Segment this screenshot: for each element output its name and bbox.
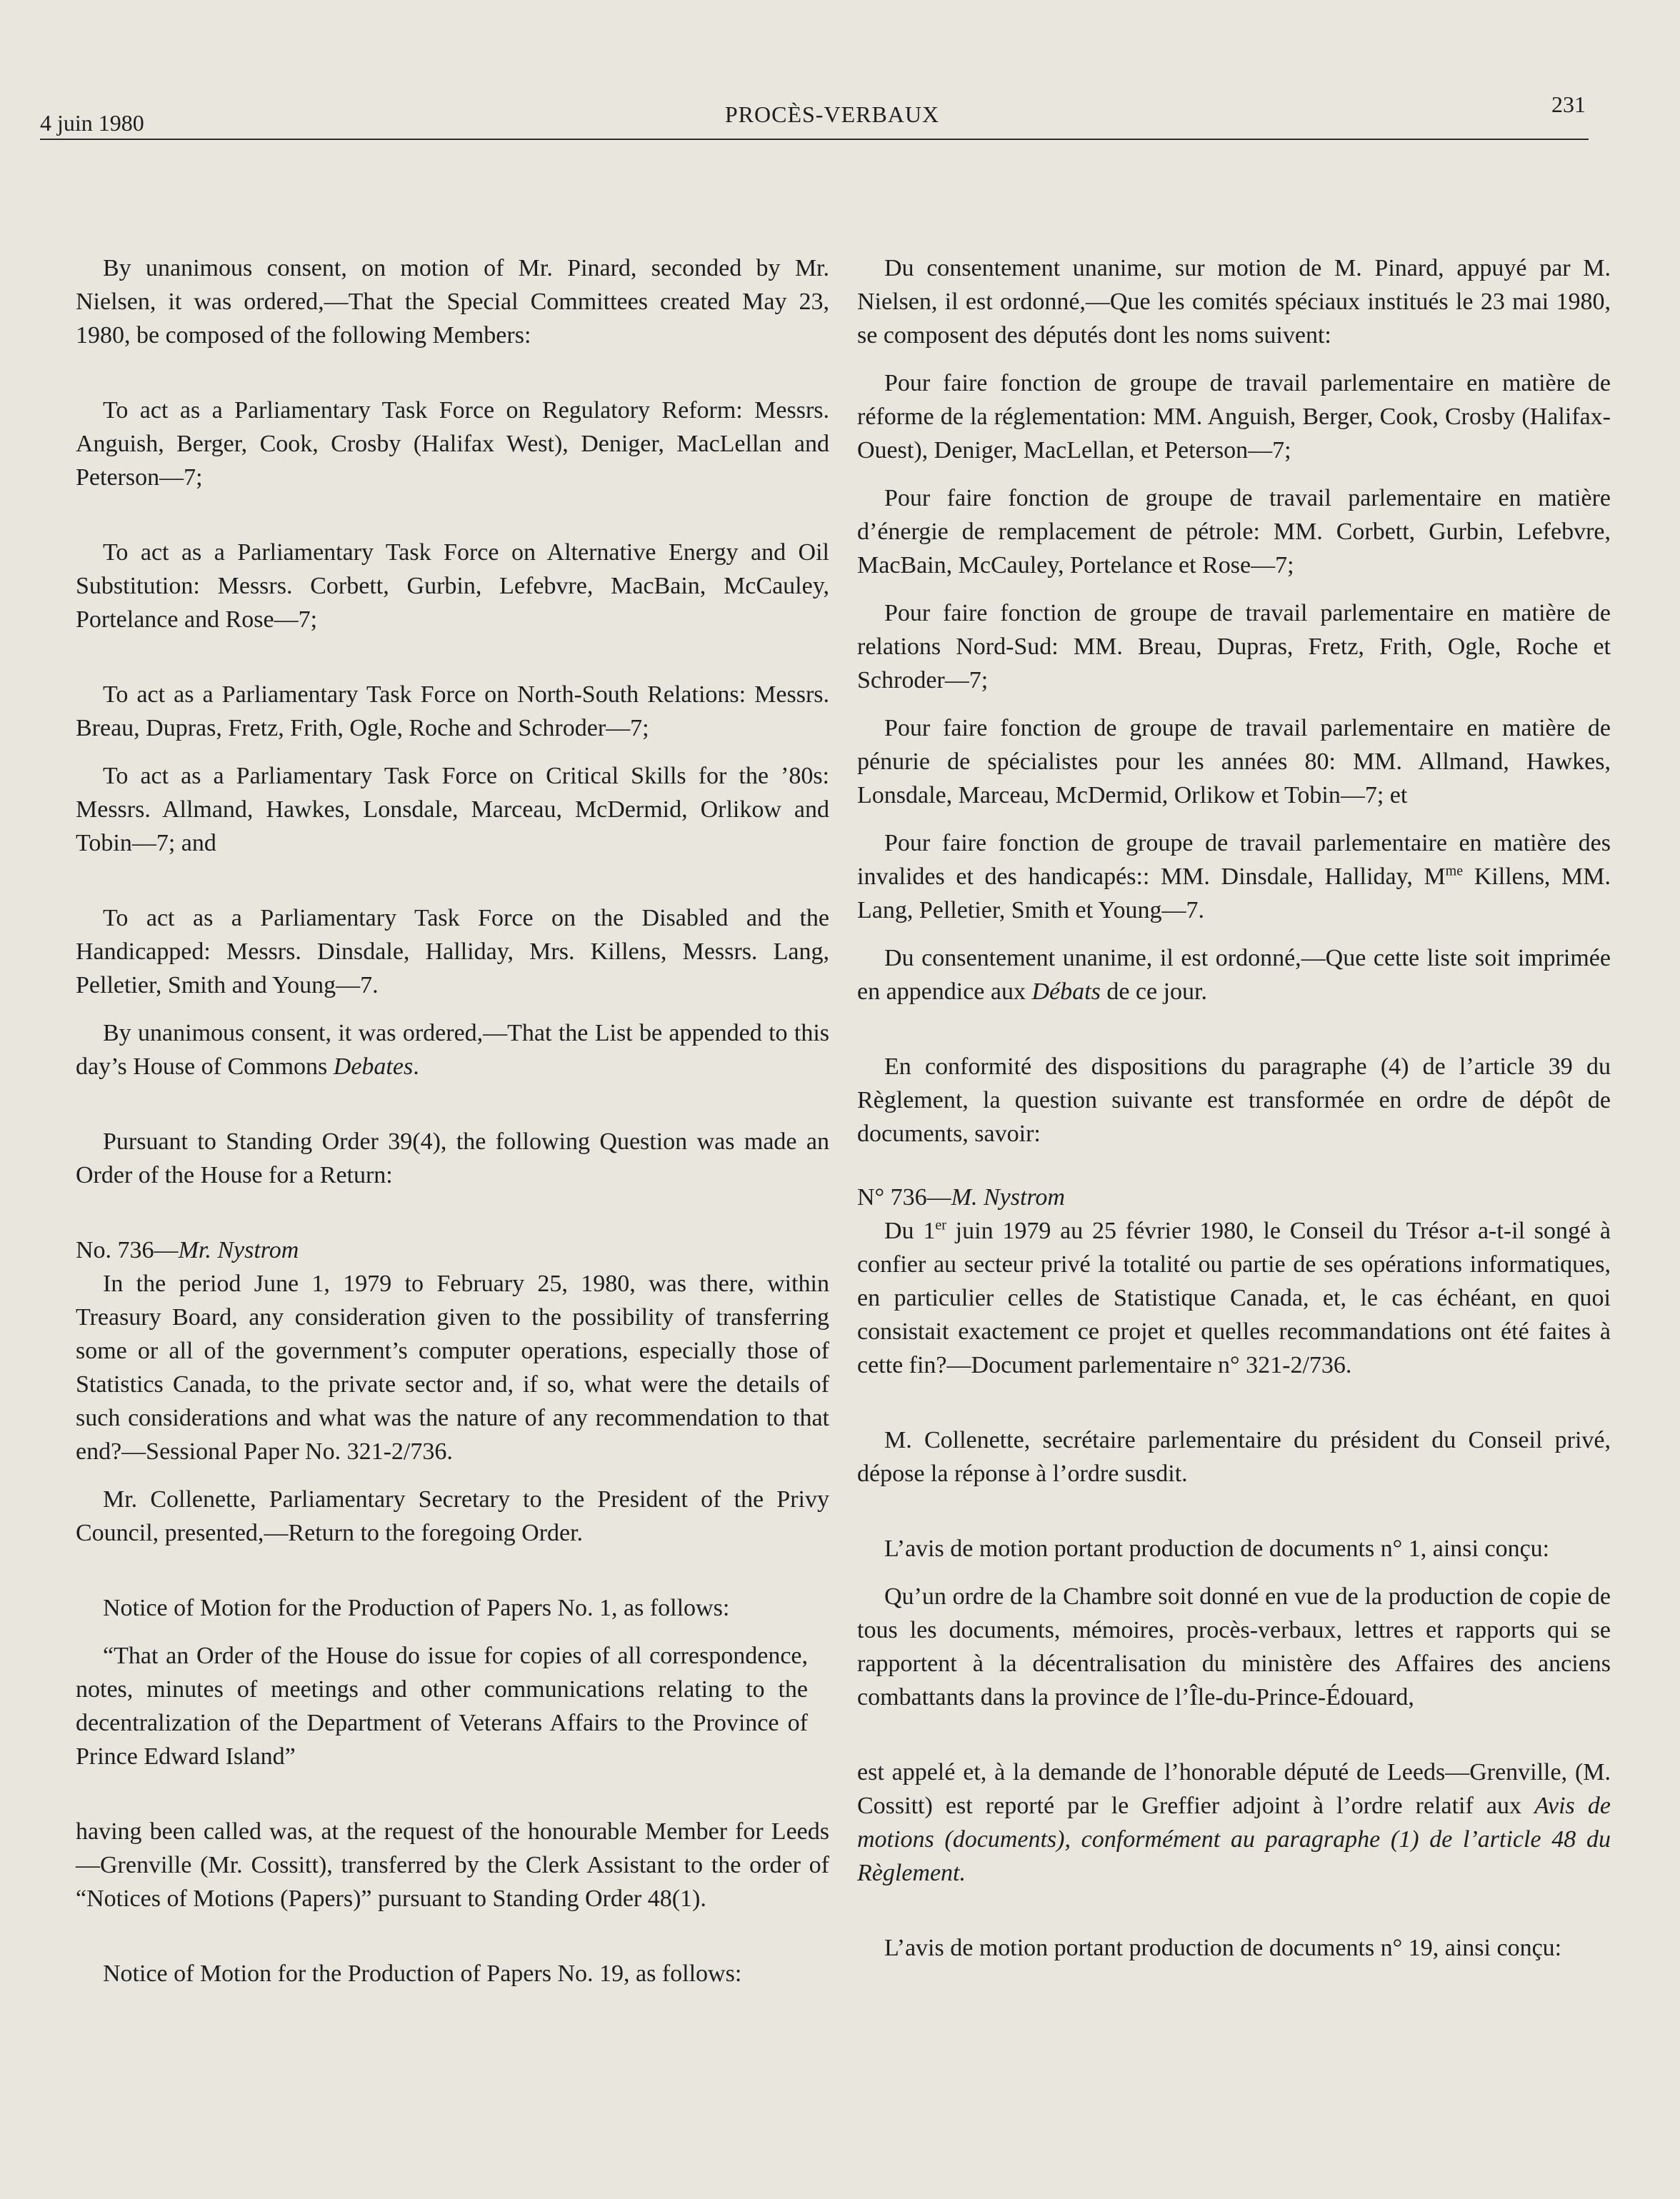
debats-italic: Débats xyxy=(1031,978,1101,1005)
paragraph-north-south: To act as a Parliamentary Task Force on North-South Relations: Messrs. Breau, Dupras, Fretz, Frith, Ogle, Roche and Schroder—7; xyxy=(76,681,829,741)
avis-motions-italic: Avis de motions (documents), conformément au paragraphe (1) de l’article 48 du Règlement. xyxy=(857,1793,1611,1886)
paragraphe-liste-imprimee: Du consentement unanime, il est ordonné,—Que cette liste soit imprimée en appendice aux Débats de ce jour. xyxy=(857,945,1611,1005)
question-heading: No. 736—Mr. Nystrom xyxy=(76,1237,299,1263)
question-member: Mr. Nystrom xyxy=(178,1237,299,1263)
page-title: PROCÈS-VERBAUX xyxy=(724,101,940,127)
paragraph-standing-order: Pursuant to Standing Order 39(4), the following Question was made an Order of the House for a Return: xyxy=(76,1128,829,1188)
paragraph-collenette: Mr. Collenette, Parliamentary Secretary to the President of the Privy Council, presented,—Return to the foregoing Order. xyxy=(76,1486,829,1546)
paragraph-list-appended: By unanimous consent, it was ordered,—That the List be appended to this day’s House of Commons Debates. xyxy=(76,1020,829,1080)
paragraph-critical-skills: To act as a Parliamentary Task Force on Critical Skills for the ’80s: Messrs. Allmand, Hawkes, Lonsdale, Marceau, McDermid, Orlikow and Tobin—7; and xyxy=(76,763,829,856)
paragraphe-reglement: En conformité des dispositions du paragraphe (4) de l’article 39 du Règlement, la question suivante est transformée en ordre de dépôt de documents, savoir: xyxy=(857,1053,1611,1147)
paragraphe-nord-sud: Pour faire fonction de groupe de travail parlementaire en matière de relations Nord-Sud: MM. Breau, Dupras, Fretz, Frith, Ogle, Roche et Schroder—7; xyxy=(857,600,1611,693)
paragraphe-avis-motion-19: L’avis de motion portant production de documents n° 19, ainsi conçu: xyxy=(884,1935,1562,1961)
paragraphe-invalides: Pour faire fonction de groupe de travail parlementaire en matière des invalides et des handicapés:: MM. Dinsdale, Halliday, $M^{me}$ Killens, MM. Lang, Pelletier, Smith et Young—7. xyxy=(857,830,1611,923)
quoted-motion-1: “That an Order of the House do issue for copies of all correspondence, notes, minutes of meetings and other communications relating to the decentralization of the Department of Veterans Affairs to the Province of Prince Edward Island” xyxy=(76,1643,808,1770)
paragraph-transferred: having been called was, at the request of the honourable Member for Leeds—Grenville (Mr. Cossitt), transferred by the Clerk Assistant to the order of “Notices of Motions (Papers)” pursuant to Standing Order 48(1). xyxy=(76,1818,829,1912)
question-depute: M. Nystrom xyxy=(951,1184,1065,1211)
paragraph-notice-motion-19: Notice of Motion for the Production of Papers No. 19, as follows: xyxy=(103,1960,742,1987)
paragraphe-specialistes: Pour faire fonction de groupe de travail parlementaire en matière de pénurie de spécialistes pour les années 80: MM. Allmand, Hawkes, Lonsdale, Marceau, McDermid, Orlikow et Tobin—7; et xyxy=(857,715,1611,808)
paragraph-disabled-handicapped: To act as a Parliamentary Task Force on the Disabled and the Handicapped: Messrs. Dinsdale, Halliday, Mrs. Killens, Messrs. Lang, Pelletier, Smith and Young—7. xyxy=(76,905,829,998)
french-column xyxy=(857,251,1611,1965)
paragraph-unanimous-consent: By unanimous consent, on motion of Mr. Pinard, seconded by Mr. Nielsen, it was ordered,—That the Special Committees created May 23, 1980, be composed of the following Members: xyxy=(76,255,829,349)
paragraph-regulatory-reform: To act as a Parliamentary Task Force on Regulatory Reform: Messrs. Anguish, Berger, Cook, Crosby (Halifax West), Deniger, MacLellan and Peterson—7; xyxy=(76,397,829,491)
paragraphe-question: Du 1er juin 1979 au 25 février 1980, le Conseil du Trésor a-t-il songé à confier au secteur privé la totalité ou partie de ses opérations informatiques, en particulier celles de Statistique Canada, et, le cas échéant, en quoi consistait exactement ce projet et quelles recommandations ont été faites à cette fin?—Document parlementaire n° 321-2/736. xyxy=(857,1217,1611,1378)
debates-italic: Debates xyxy=(333,1053,414,1080)
paragraphe-reforme: Pour faire fonction de groupe de travail parlementaire en matière de réforme de la réglementation: MM. Anguish, Berger, Cook, Crosby (Halifax-Ouest), Deniger, MacLellan, et Peterson—7; xyxy=(857,370,1611,464)
header-rule xyxy=(40,139,1589,140)
paragraph-alternative-energy: To act as a Parliamentary Task Force on Alternative Energy and Oil Substitution: Messrs. Corbett, Gurbin, Lefebvre, MacBain, McCauley, Portelance and Rose—7; xyxy=(76,539,829,633)
english-column xyxy=(76,251,829,1990)
paragraphe-avis-motion-1: L’avis de motion portant production de documents n° 1, ainsi conçu: xyxy=(884,1536,1550,1562)
paragraph-question-text: In the period June 1, 1979 to February 25, 1980, was there, within Treasury Board, any consideration given to the possibility of transferring some or all of the government’s computer operations, especially those of Statistics Canada, to the private sector and, if so, what were the details of such considerations and what was the nature of any recommendation to that end?—Sessional Paper No. 321-2/736. xyxy=(76,1271,829,1465)
page-number: 231 xyxy=(1551,91,1586,117)
paragraphe-collenette: M. Collenette, secrétaire parlementaire du président du Conseil privé, dépose la réponse à l’ordre susdit. xyxy=(857,1427,1611,1487)
paragraphe-reporte: est appelé et, à la demande de l’honorable député de Leeds—Grenville, (M. Cossitt) est reporté par le Greffier adjoint à l’ordre relatif aux Avis de motions (documents), conformément au paragraphe (1) de l’article 48 du Règlement. xyxy=(857,1759,1611,1886)
motion-citee-1: Qu’un ordre de la Chambre soit donné en vue de la production de copie de tous les documents, mémoires, procès-verbaux, lettres et rapports qui se rapportent à la décentralisation du ministère des Affaires des anciens combattants dans la province de l’Île-du-Prince-Édouard, xyxy=(857,1583,1611,1710)
question-titre: N° 736—M. Nystrom xyxy=(857,1184,1065,1211)
paragraphe-consentement: Du consentement unanime, sur motion de M. Pinard, appuyé par M. Nielsen, il est ordonné,—Que les comités spéciaux institués le 23 mai 1980, se composent des députés dont les noms suivent: xyxy=(857,255,1611,349)
paragraphe-energie: Pour faire fonction de groupe de travail parlementaire en matière d’énergie de remplacement de pétrole: MM. Corbett, Gurbin, Lefebvre, MacBain, McCauley, Portelance et Rose—7; xyxy=(857,485,1611,578)
paragraph-notice-motion-1: Notice of Motion for the Production of Papers No. 1, as follows: xyxy=(103,1595,730,1621)
page-date: 4 juin 1980 xyxy=(40,110,144,136)
